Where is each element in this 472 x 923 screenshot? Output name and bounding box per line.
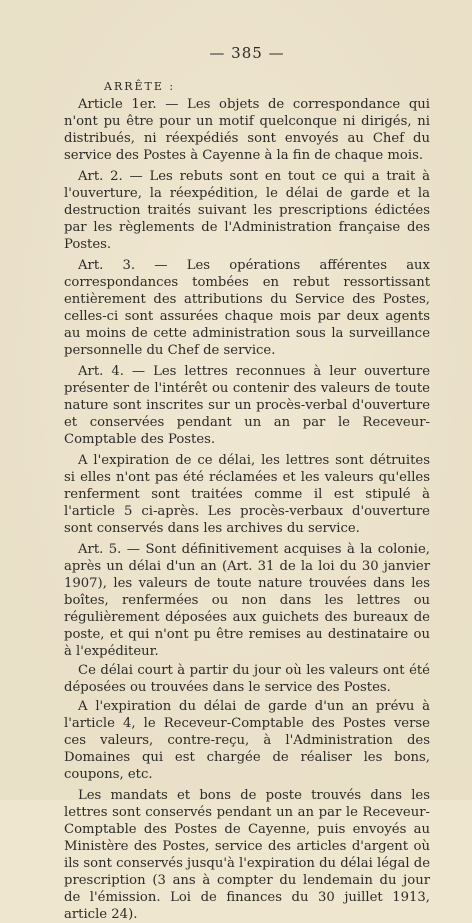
- article-2-paragraph: Art. 2. — Les rebuts sont en tout ce qui a trait à l'ouverture, la réexpédition, le délai de garde et la destruction traités suivant les prescriptions édictées par les règlements de l'Administration française des Postes.: [64, 169, 430, 252]
- article-4-continuation-paragraph: A l'expiration de ce délai, les lettres sont détruites si elles n'ont pas été réclamées et les valeurs qu'elles renferment sont traitées comme il est stipulé à l'article 5 ci-après. Les procès-verbaux d'ouverture sont conservés dans les archives du service.: [64, 453, 430, 536]
- article-5-expiration-paragraph: A l'expiration du délai de garde d'un an prévu à l'article 4, le Receveur-Comptable des Postes verse ces valeurs, contre-reçu, à l'Administration des Domaines qui est chargée de réaliser les bons, coupons, etc.: [64, 699, 430, 782]
- money-orders-paragraph: Les mandats et bons de poste trouvés dans les lettres sont conservés pendant un an par le Receveur-Comptable des Postes de Cayenne, puis envoyés au Ministère des Postes, service des articles d'argent où ils sont conservés jusqu'à l'expiration du délai légal de prescription (3 ans à compter du lendemain du jour de l'émission. Loi de finances du 30 juillet 1913, article 24).: [64, 788, 430, 922]
- article-4-paragraph: Art. 4. — Les lettres reconnues à leur ouverture présenter de l'intérêt ou contenir des valeurs de toute nature sont inscrites sur un procès-verbal d'ouverture et conservées pendant un an par le Receveur-Comptable des Postes.: [64, 364, 430, 447]
- article-5-delay-paragraph: Ce délai court à partir du jour où les valeurs ont été déposées ou trouvées dans le service des Postes.: [64, 663, 430, 695]
- article-1-paragraph: Article 1er. — Les objets de correspondance qui n'ont pu être pour un motif quelconque ni dirigés, ni distribués, ni réexpédiés sont envoyés au Chef du service des Postes à Cayenne à la fin de chaque mois.: [64, 97, 430, 163]
- page-number: — 385 —: [209, 44, 285, 62]
- article-3-paragraph: Art. 3. — Les opérations afférentes aux correspondances tombées en rebut ressortissant entièrement des attributions du Service des Postes, celles-ci sont assurées chaque mois par deux agents au moins de cette administration sous la surveillance personnelle du Chef de service.: [64, 258, 430, 358]
- article-5-paragraph: Art. 5. — Sont définitivement acquises à la colonie, après un délai d'un an (Art. 31 de la loi du 30 janvier 1907), les valeurs de toute nature trouvées dans les boîtes, renfermées ou non dans les lettres ou régulièrement déposées aux guichets des bureaux de poste, et qui n'ont pu être remises au destinataire ou à l'expéditeur.: [64, 542, 430, 659]
- decree-heading: ARRÊTE :: [104, 80, 176, 93]
